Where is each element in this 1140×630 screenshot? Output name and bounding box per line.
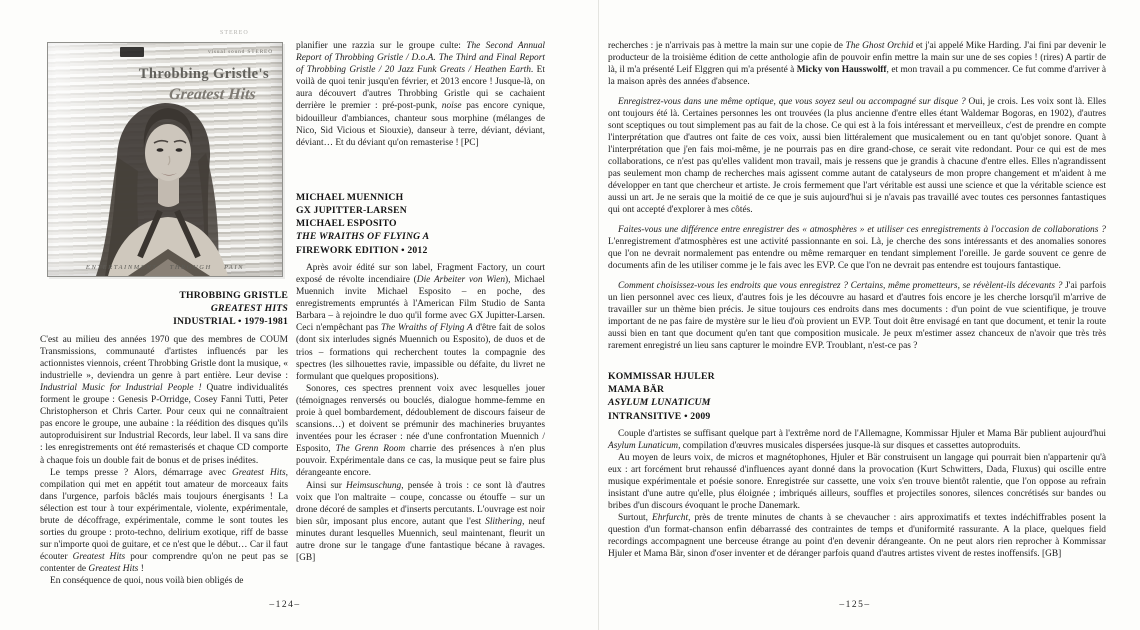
paragraph: planifier une razzia sur le groupe culte: The Second Annual Report of Throbbing Gristle / D.o.A. The Third and Final Report of Throbbing Gristle / 20 Jazz Funk Greats / Heathen Earth. Et voilà de quoi tenir jusqu'en février, et 2013 encore ! Jusque-là, on aura découvert d'autres Throbbing Gristle qui se cachaient derrière le premier : pré-post-punk, noise pas encore cynique, bidouilleur d'ambiances, chanteur sous morphine (mélanges de Nico, Sid Vicious et Siouxie), danseur à terre, déviant, déviant, déviant… Et du déviant qu'on remasterise ! [PC]: [296, 41, 546, 148]
page-number-right: –125–: [839, 600, 871, 610]
heading-line: MICHAEL ESPOSITO: [296, 218, 397, 230]
right-column: [608, 40, 1106, 560]
heading-line: THE WRAITHS OF FLYING A: [296, 231, 430, 243]
entry-tg-column1-text: [40, 334, 288, 588]
heading-line: MAMA BÄR: [608, 384, 665, 396]
entry-wraiths-text: [296, 262, 545, 564]
page-right: [570, 0, 1140, 630]
heading-line: FIREWORK EDITION • 2012: [296, 244, 428, 256]
paragraph: Comment choisissez-vous les endroits que vous enregistrez ? Certains, même prometteurs, se révèlent-ils décevants ? J'ai parfois un lien personnel avec ces lieux, d'autres fois je les découvre au hasard et d'autres fois encore je les cherche lorsqu'il m'arrive de travailler sur un thème bien précis. Je situe toujours ces endroits dans mes documents : d'un point de vue scientifique, je trouve important de ne pas faire de mystère sur le lieu d'où provient un EVP. Tout doit être envisagé en tant que document, et tenir la route aussi bien en tant que document qu'en tant que composition musicale. Je peux m'estimer assez chanceux de n'avoir que très très rarement enregistré un lieu sans capturer le moindre EVP. Troublant, n'est-ce pas ?: [608, 281, 1106, 351]
left-column-1: [40, 30, 289, 588]
cover-title-album: Greatest Hits: [168, 86, 257, 103]
cover-stereo-label: visual sound STEREO: [207, 49, 273, 55]
paragraph: recherches : je n'arrivais pas à mettre la main sur une copie de The Ghost Orchid et j'ai appelé Mike Harding. J'ai fini par devenir le producteur de la troisième édition de cette anthologie afin de pouvoir enfin mettre la main sur une de ses copies ! (rires) A partir de là, il m'a présenté Leif Elggren qui m'a présenté à Micky von Hausswolff, et mon travail a pu commencer. Ce fut comme d'arriver à la maison après des années d'absence.: [608, 41, 1106, 87]
cover-bottom-caption: ENTERTAINMENT THROUGH PAIN: [85, 264, 245, 271]
left-column-2: [296, 40, 545, 564]
entry-hjuler-text: [608, 428, 1106, 560]
heading-line: KOMMISSAR HJULER: [608, 371, 715, 382]
heading-line: ASYLUM LUNATICUM: [608, 397, 711, 409]
cover-title-artist: Throbbing Gristle's: [138, 66, 269, 82]
album-cover-image: [47, 30, 283, 277]
paragraph: En conséquence de quoi, nous voilà bien obligés de: [50, 576, 244, 587]
heading-line: THROBBING GRISTLE: [179, 290, 288, 301]
heading-line: GX JUPITTER-LARSEN: [296, 205, 407, 217]
paragraph: Enregistrez-vous dans une même optique, que vous soyez seul ou accompagné sur disque ? Oui, je crois. Les voix sont là. Elles ont toujours été là. Certaines personnes les ont trouvées (la plus ancienne d'entre elles étant Waldemar Bogoras, en 1902), d'autres sont sceptiques ou tout simplement pas au fait de la chose. Ce qui est à la fois intéressant et merveilleux, c'est de prendre en compte l'interprétation que d'autres ont faite de ces voix, aussi bien littéralement que musicalement ou en tant qu'objet sonore. Quant à l'interprétation que j'en fais moi-même, je ne pourrais pas en dire grand-chose, ce serait vite redondant. Pour ce qui est de mes collaborations, ce n'est pas qu'elles valident mon travail, mais je ressens que je grandis à chacune d'entre elles. Elles n'agrandissent pas seulement mon champ de recherches mais agissent comme autant de catalyseurs de mon propre changement et m'aident à me développer en tant que chercheur et artiste. Je crois fermement que l'art véritable est aussi une science et que la véritable science est aussi un art. Je ne serais que la moitié de ce que je suis aujourd'hui si je n'avais pas travaillé avec toutes ces personnes fantastiques qui ont accepté d'explorer à mes côtés.: [608, 97, 1106, 215]
paragraph: Ainsi sur Heimsuschung, pensée à trois : ce sont là d'autres voix que l'on maltraite – coupe, concasse ou étouffe – sur un drone décoré de samples et d'inserts percutants. L'ouvrage est noir bien sûr, imposant plus encore, autant que l'est Slithering, neuf minutes durant lesquelles Muennich, seul maintenant, fleurit un autre drone sur le tangage d'une fantastique bécane à ravages. [GB]: [296, 480, 545, 564]
woman-portrait-illustration: [48, 61, 284, 276]
paragraph: Faites-vous une différence entre enregistrer des « atmosphères » et utiliser ces enregistrements à l'occasion de collaborations ? L'enregistrement d'atmosphères est une activité passionnante en soi. Là, je cherche des sons intéressants et des anomalies sonores que l'on ne devrait normalement pas entendre ou même remarquer en tendant simplement l'oreille. Je garde souvent ce genre de documents afin de les utiliser comme je le fais avec les EVP. Ce que l'on ne devrait pas entendre est toujours fantastique.: [608, 225, 1106, 271]
heading-line: GREATEST HITS: [210, 303, 288, 315]
paragraph: C'est au milieu des années 1970 que des membres de COUM Transmissions, communauté d'artistes influencés par les actionnistes viennois, créent Throbbing Gristle dont la musique, « industrielle », deviendra un genre à part entière. Leur devise : Industrial Music for Industrial People ! Quatre individualités forment le groupe : Genesis P-Orridge, Cosey Fanni Tutti, Peter Christopherson et Chris Carter. Pour ceux qui ne connaîtraient pas encore le groupe, une aubaine : la réédition des disques qu'ils autoproduisirent sur Industrial Records, leur label. Il va sans dire : les enregistrements ont été remasterisés et chaque CD comporte à chaque fois un double fait de bonus et de prises inédites.: [40, 334, 289, 466]
heading-line: MICHAEL MUENNICH: [296, 191, 404, 203]
interview-text: [608, 40, 1106, 352]
paragraph: Le temps presse ? Alors, démarrage avec Greatest Hits, compilation qui met en appétit tout amateur de morceaux faits dans l'urgence, parfois bâclés mais toujours énergisants ! La sélection est tour à tour expérimentale, violente, expérimentale, brute de décoffrage, expérimentale, comme le sont toutes les sorties du groupe : proto-techno, delirium exotique, riff de basse sur n'importe quoi de guitare, et ce n'est que le début… Car il faut écouter Greatest Hits pour comprendre qu'on ne peut pas se contenter de Greatest Hits !: [40, 467, 288, 575]
paragraph: Après avoir édité sur son label, Fragment Factory, un court exposé de révolte incendiaire (Die Arbeiter von Wien), Michael Muennich invite Michael Esposito – en poche, des enregistrements empruntés à l'American Film Studio de Santa Barbara – à rejoindre le duo qu'il forme avec GX Jupitter-Larsen. Ceci n'empêchant pas The Wraiths of Flying A d'être fait de solos (dont six interludes signés Muennich ou Esposito), de duos et de trios – formations qui recherchent toutes la compagnie des spectres (les silhouettes ravie, impassible ou défaite, du livret ne formulant que quelques propositions).: [296, 262, 545, 382]
heading-line: INTRANSITIVE • 2009: [608, 410, 711, 422]
paragraph: Surtout, Ehrfurcht, près de trente minutes de chants à se chevaucher : airs approximatifs et textes indéchiffrables posent la question d'un format-chanson enfin débarrassé des contraintes de temps et d'uniformité rassurante. A la place, quelques field recordings accompagnent une berceuse étrange au point d'en devenir dérangeante. On ne peut alors rien reprocher à Kommissar Hjuler et Mama Bär, sinon d'oser inventer et de déranger parfois quand d'autres artistes vivent de restes inoffensifs. [GB]: [608, 512, 1106, 559]
entry-heading-wraiths: [296, 191, 545, 257]
heading-line: INDUSTRIAL • 1979-1981: [173, 316, 288, 328]
entry-heading-hjuler: [608, 370, 1106, 423]
entry-heading-throbbing-gristle: [40, 289, 288, 329]
entry-tg-column2-text: [296, 40, 545, 149]
page-gutter: [598, 0, 599, 630]
paragraph: Sonores, ces spectres prennent voix avec lesquelles jouer (témoignages renversés ou bouclés, dialogue homme-femme en proie à quel bombardement, dédoublement de discours faiseur de scansions…) et doivent se prémunir des machineries bruyantes inventées pour les écraser : née d'une confrontation Muennich / Esposito, The Grenn Room charrie des présences à n'en plus pouvoir. Expérimentale dans ce cas, la musique peut se faire plus dérangeante encore.: [296, 383, 546, 479]
cover-sticker: [120, 47, 144, 57]
stereo-top-label: STEREO: [220, 30, 249, 36]
page-number-left: –124–: [269, 600, 301, 610]
paragraph: Au moyen de leurs voix, de micros et magnétophones, Hjuler et Bär construisent un langage qui pourrait bien n'appartenir qu'à eux : art forcément brut rehaussé d'influences ayant donné dans la provocation (Kurt Schwitters, Dada, Fluxus) qui oscille entre musique expérimentale et poésie sonore. Enregistrée sur cassette, une voix s'en trouve bientôt ralentie, que l'on oppose au refrain insistant d'une autre qu'elle, plus éloignée ; imbriqués ailleurs, souffles et projectiles sonores, silences concrétisés sur bandes ou bribes d'un discours évoquant le proche Danemark.: [608, 452, 1106, 511]
paragraph: Couple d'artistes se suffisant quelque part à l'extrême nord de l'Allemagne, Kommissar Hjuler et Mama Bär publient aujourd'hui Asylum Lunaticum, compilation d'œuvres musicales dispersées jusque-là sur disques et cassettes autoproduits.: [608, 428, 1106, 451]
